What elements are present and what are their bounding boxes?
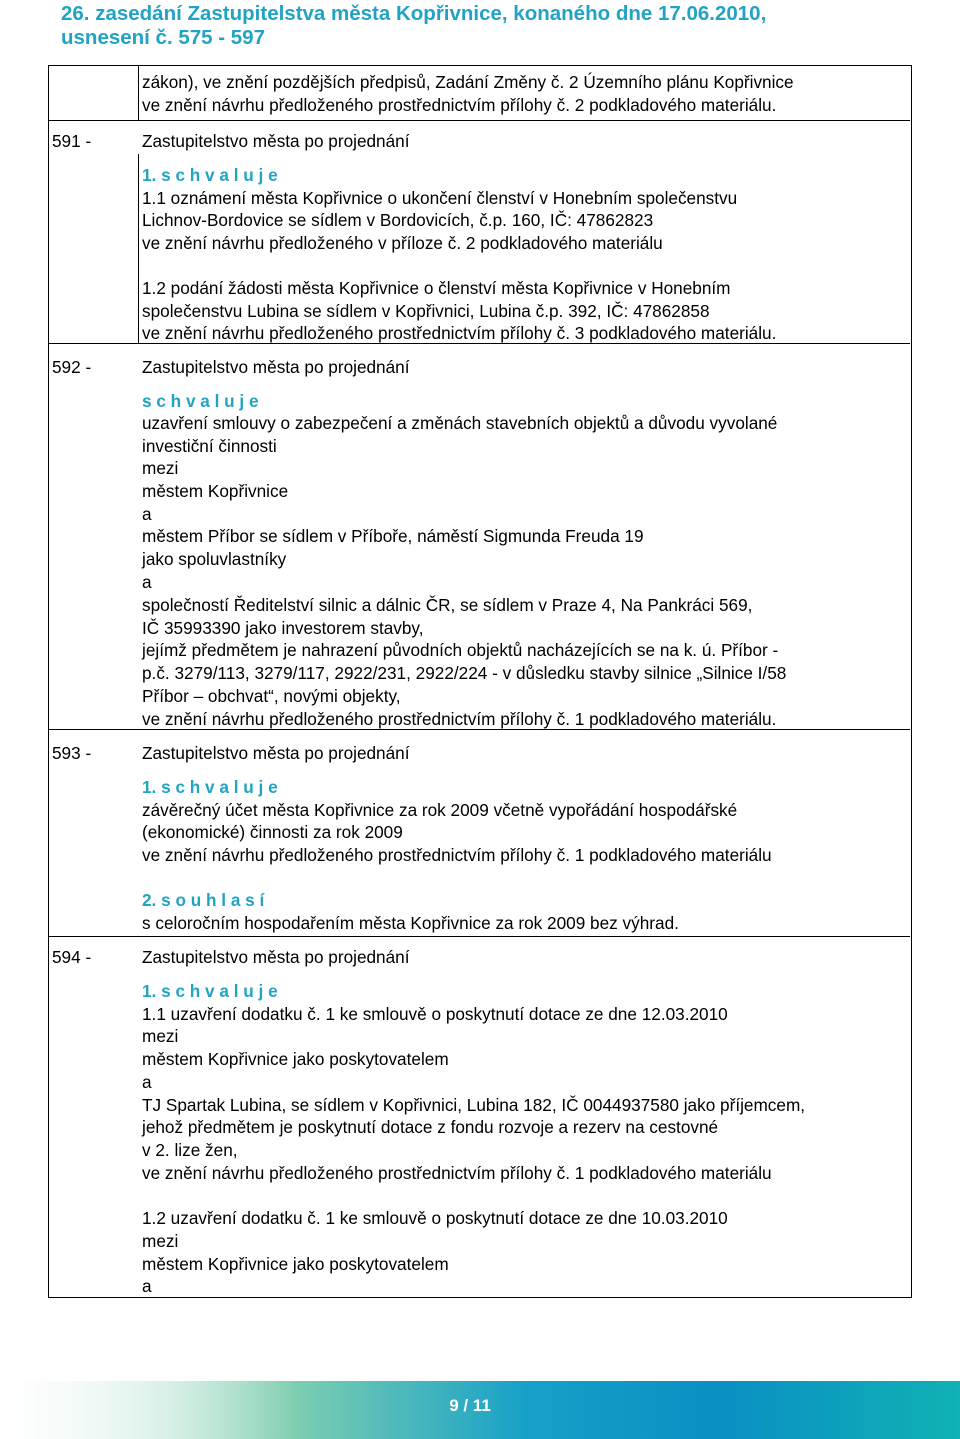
text-line: mezi xyxy=(142,1026,179,1046)
resolution-intro: Zastupitelstvo města po projednání xyxy=(142,131,410,151)
text-line: IČ 35993390 jako investorem stavby, xyxy=(142,618,424,638)
resolution-verb: 1. s c h v a l u j e xyxy=(142,165,278,185)
resolution-verb: 1. s c h v a l u j e xyxy=(142,777,278,797)
text-line: 1.1 oznámení města Kopřivnice o ukončení členství v Honebním společenstvu xyxy=(142,188,738,208)
text-line: zákon), ve znění pozdějších předpisů, Zadání Změny č. 2 Územního plánu Kopřivnice xyxy=(142,72,794,92)
column-divider xyxy=(138,66,139,120)
text-line: městem Kopřivnice jako poskytovatelem xyxy=(142,1049,449,1069)
text-line: ve znění návrhu předloženého prostřednictvím přílohy č. 2 podkladového materiálu. xyxy=(142,95,777,115)
text-line: v 2. lize žen, xyxy=(142,1140,238,1160)
text-line: ve znění návrhu předloženého v příloze č. 2 podkladového materiálu xyxy=(142,233,663,253)
resolution-verb: 1. s c h v a l u j e xyxy=(142,981,278,1001)
text-line: Lichnov-Bordovice se sídlem v Bordovicích, č.p. 160, IČ: 47862823 xyxy=(142,210,654,230)
resolution-number: 591 - xyxy=(52,131,92,151)
text-line: investiční činnosti xyxy=(142,436,277,456)
text-line: a xyxy=(142,572,152,592)
resolution-number: 594 - xyxy=(52,947,92,967)
text-line: TJ Spartak Lubina, se sídlem v Kopřivnici, Lubina 182, IČ 0044937580 jako příjemcem, xyxy=(142,1095,806,1115)
text-line: p.č. 3279/113, 3279/117, 2922/231, 2922/224 - v důsledku stavby silnice „Silnice I/58 xyxy=(142,663,787,683)
text-line: jehož předmětem je poskytnutí dotace z fondu rozvoje a rezerv na cestovné xyxy=(142,1117,719,1137)
text-line: jejímž předmětem je nahrazení původních objektů nacházejících se na k. ú. Příbor - xyxy=(142,640,779,660)
resolutions-table xyxy=(48,65,912,1298)
text-line: ve znění návrhu předloženého prostřednictvím přílohy č. 1 podkladového materiálu xyxy=(142,845,772,865)
text-line: s celoročním hospodařením města Kopřivnice za rok 2009 bez výhrad. xyxy=(142,913,679,933)
text-line: 1.1 uzavření dodatku č. 1 ke smlouvě o poskytnutí dotace ze dne 12.03.2010 xyxy=(142,1004,728,1024)
text-line: 1.2 podání žádosti města Kopřivnice o členství města Kopřivnice v Honebním xyxy=(142,278,731,298)
column-divider xyxy=(138,154,139,343)
text-line: městem Příbor se sídlem v Příboře, náměstí Sigmunda Freuda 19 xyxy=(142,526,644,546)
row-divider xyxy=(49,120,910,121)
resolution-number: 592 - xyxy=(52,357,92,377)
text-line: mezi xyxy=(142,458,179,478)
text-line: městem Kopřivnice jako poskytovatelem xyxy=(142,1254,449,1274)
resolution-number: 593 - xyxy=(52,743,92,763)
text-line: společenstvu Lubina se sídlem v Kopřivnici, Lubina č.p. 392, IČ: 47862858 xyxy=(142,301,710,321)
text-line: 1.2 uzavření dodatku č. 1 ke smlouvě o poskytnutí dotace ze dne 10.03.2010 xyxy=(142,1208,728,1228)
text-line: ve znění návrhu předloženého prostřednictvím přílohy č. 1 podkladového materiálu. xyxy=(142,709,777,729)
text-line: a xyxy=(142,1276,152,1296)
text-line: (ekonomické) činnosti za rok 2009 xyxy=(142,822,403,842)
document-title xyxy=(61,2,921,50)
text-line: společností Ředitelství silnic a dálnic ČR, se sídlem v Praze 4, Na Pankráci 569, xyxy=(142,595,753,615)
text-line: mezi xyxy=(142,1231,179,1251)
text-line: městem Kopřivnice xyxy=(142,481,289,501)
title-line-2: usnesení č. 575 - 597 xyxy=(61,26,265,49)
text-line: jako spoluvlastníky xyxy=(142,549,287,569)
text-line: a xyxy=(142,1072,152,1092)
row-divider xyxy=(49,936,910,937)
resolution-intro: Zastupitelstvo města po projednání xyxy=(142,743,410,763)
page-number: 9 / 11 xyxy=(449,1396,491,1415)
resolution-intro: Zastupitelstvo města po projednání xyxy=(142,357,410,377)
resolution-verb: 2. s o u h l a s í xyxy=(142,890,265,910)
resolution-verb: s c h v a l u j e xyxy=(142,391,259,411)
text-line: závěrečný účet města Kopřivnice za rok 2009 včetně vypořádání hospodářské xyxy=(142,800,738,820)
text-line: uzavření smlouvy o zabezpečení a změnách stavebních objektů a důvodu vyvolané xyxy=(142,413,778,433)
resolution-intro: Zastupitelstvo města po projednání xyxy=(142,947,410,967)
text-line: Příbor – obchvat“, novými objekty, xyxy=(142,686,401,706)
text-line: ve znění návrhu předloženého prostřednictvím přílohy č. 3 podkladového materiálu. xyxy=(142,323,777,343)
title-line-1: 26. zasedání Zastupitelstva města Kopřivnice, konaného dne 17.06.2010, xyxy=(61,2,767,25)
text-line: ve znění návrhu předloženého prostřednictvím přílohy č. 1 podkladového materiálu xyxy=(142,1163,772,1183)
text-line: a xyxy=(142,504,152,524)
